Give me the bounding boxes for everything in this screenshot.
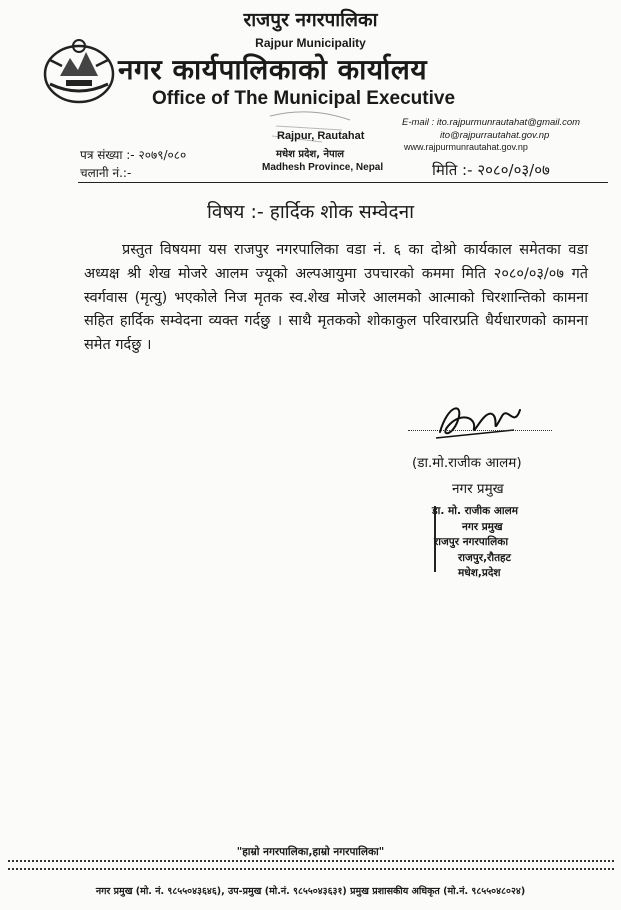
footer-contacts: नगर प्रमुख (मो. नं. ९८५५०४३६४६), उप-प्रमुख (मो.नं. ९८५५०४३६३१) प्रमुख प्रशासकीय अधिकृत (मो.नं. ९८५५०४८०२४) — [95, 886, 526, 897]
header-divider — [78, 182, 608, 183]
date-value: २०८०/०३/०७ — [477, 161, 550, 179]
email-label: E-mail : — [402, 117, 435, 128]
seal-line: राजपुर नगरपालिका — [434, 536, 509, 548]
official-seal — [432, 504, 518, 582]
reference-value: २०७९/०८० — [138, 148, 187, 162]
letter-body: प्रस्तुत विषयमा यस राजपुर नगरपालिका वडा नं. ६ का दोश्रो कार्यकाल समेतका वडा अध्यक्ष श्री शेख मोजरे आलम ज्यूको अल्पआयुमा उपचारको कममा मिति २०८०/०३/०७ गते स्वर्गवास (मृत्यु) भएकोले निज मृतक स्व.शेख मोजरे आलमको आत्माको चिरशान्तिको कामना सहित हार्दिक सम्वेदना व्यक्त गर्दछु । साथै मृतकको शोकाकुल परिवारप्रति धैर्यधारणको कामना समेत गर्दछु । — [84, 242, 588, 354]
email-secondary[interactable]: ito@rajpurrautahat.gov.np — [440, 130, 550, 141]
municipality-name-np: राजपुर नगरपालिका — [243, 9, 378, 31]
nepal-emblem-icon — [40, 36, 118, 106]
email-primary[interactable]: ito.rajpurmunrautahat@gmail.com — [436, 117, 581, 128]
seal-line: मधेश,प्रदेश — [458, 567, 501, 579]
signature-line — [408, 430, 552, 431]
reference-label: पत्र संख्या :- — [80, 148, 135, 162]
letter-subject: विषय :- हार्दिक शोक सम्वेदना — [206, 201, 415, 223]
office-address-en: Rajpur, Rautahat — [277, 130, 365, 142]
footer-slogan: "हाम्रो नगरपालिका,हाम्रो नगरपालिका" — [236, 846, 385, 858]
letter-date — [432, 160, 550, 180]
footer-divider — [8, 868, 614, 870]
reference-number — [80, 146, 186, 163]
email-block — [402, 116, 580, 142]
date-label: मिति :- — [432, 161, 473, 179]
office-title-np: नगर कार्यपालिकाको कार्यालय — [118, 53, 428, 86]
office-province-en: Madhesh Province, Nepal — [262, 162, 384, 173]
municipality-name-en: Rajpur Municipality — [255, 36, 366, 50]
seal-line: नगर प्रमुख — [462, 520, 503, 533]
footer-divider — [8, 860, 614, 862]
seal-line: डा. मो. राजीक आलम — [432, 505, 518, 517]
seal-line: राजपुर,रौतहट — [458, 551, 511, 564]
office-title-en: Office of The Municipal Executive — [152, 88, 456, 109]
signatory-name: (डा.मो.राजीक आलम) — [412, 455, 522, 471]
dispatch-number-label: चलानी नं.:- — [80, 166, 132, 180]
website-link[interactable]: www.rajpurmunrautahat.gov.np — [404, 142, 528, 152]
handwritten-signature — [430, 398, 526, 446]
signatory-title: नगर प्रमुख — [452, 481, 504, 497]
office-address-np: मधेश प्रदेश, नेपाल — [276, 149, 345, 160]
